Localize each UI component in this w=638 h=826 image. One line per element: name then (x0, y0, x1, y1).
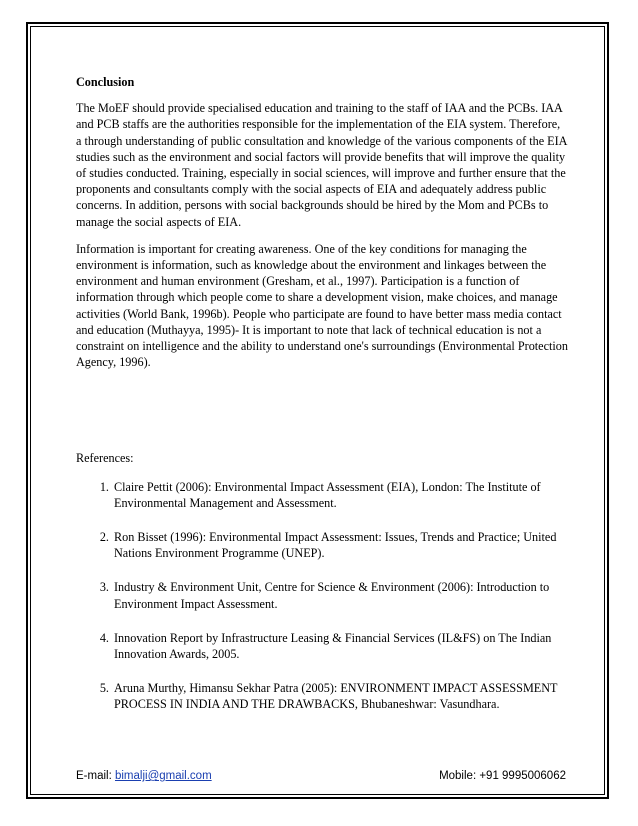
reference-item: 2. Ron Bisset (1996): Environmental Impact Assessment: Issues, Trends and Practice; United Nations Environment Programme (UNEP). (112, 529, 568, 561)
footer-email (76, 770, 212, 782)
reference-item: 3. Industry & Environment Unit, Centre for Science & Environment (2006): Introduction to Environment Impact Assessment. (112, 579, 568, 611)
reference-item: 4. Innovation Report by Infrastructure Leasing & Financial Services (IL&FS) on The Indian Innovation Awards, 2005. (112, 630, 568, 662)
page-footer (76, 770, 566, 782)
email-label: E-mail: (76, 770, 115, 782)
references-title: References: (76, 451, 134, 466)
document-body (76, 74, 568, 731)
footer-mobile: Mobile: +91 9995006062 (439, 770, 566, 782)
email-link[interactable]: bimalji@gmail.com (114, 770, 212, 782)
conclusion-paragraph-1: The MoEF should provide specialised education and training to the staff of IAA and the PCBs. IAA and PCB staffs are the authorities responsible for the implementation of the EIA system. Therefore, a through understanding of public consultation and knowledge of the various components of the EIA studies such as the environment and social factors will provide benefits that will improve the quality of studies conducted. Training, especially in social sciences, will improve and further ensure that the proponents and consultants comply with the social aspects of EIA and adequately address public concerns. In addition, persons with social backgrounds should be hired by the Mom and PCBs to manage the social aspects of EIA. (76, 101, 567, 229)
references-list (76, 479, 568, 713)
reference-item: 1. Claire Pettit (2006): Environmental Impact Assessment (EIA), London: The Institute of Environmental Management and Assessment. (112, 479, 568, 511)
conclusion-heading: Conclusion (76, 75, 135, 89)
reference-item: 5. Aruna Murthy, Himansu Sekhar Patra (2005): ENVIRONMENT IMPACT ASSESSMENT PROCESS IN INDIA AND THE DRAWBACKS, Bhubaneshwar: Vasundhara. (112, 680, 568, 712)
conclusion-paragraph-2: Information is important for creating awareness. One of the key conditions for managing the environment is information, such as knowledge about the environment and linkages between the environment and human environment (Gresham, et al., 1997). Participation is a function of information through which people come to share a development vision, make choices, and manage activities (World Bank, 1996b). People who participate are found to have better mass media contact and education (Muthayya, 1995)- It is important to note that lack of technical education is not a constraint on intelligence and the ability to understand one's surroundings (Environmental Protection Agency, 1996). (76, 241, 568, 370)
